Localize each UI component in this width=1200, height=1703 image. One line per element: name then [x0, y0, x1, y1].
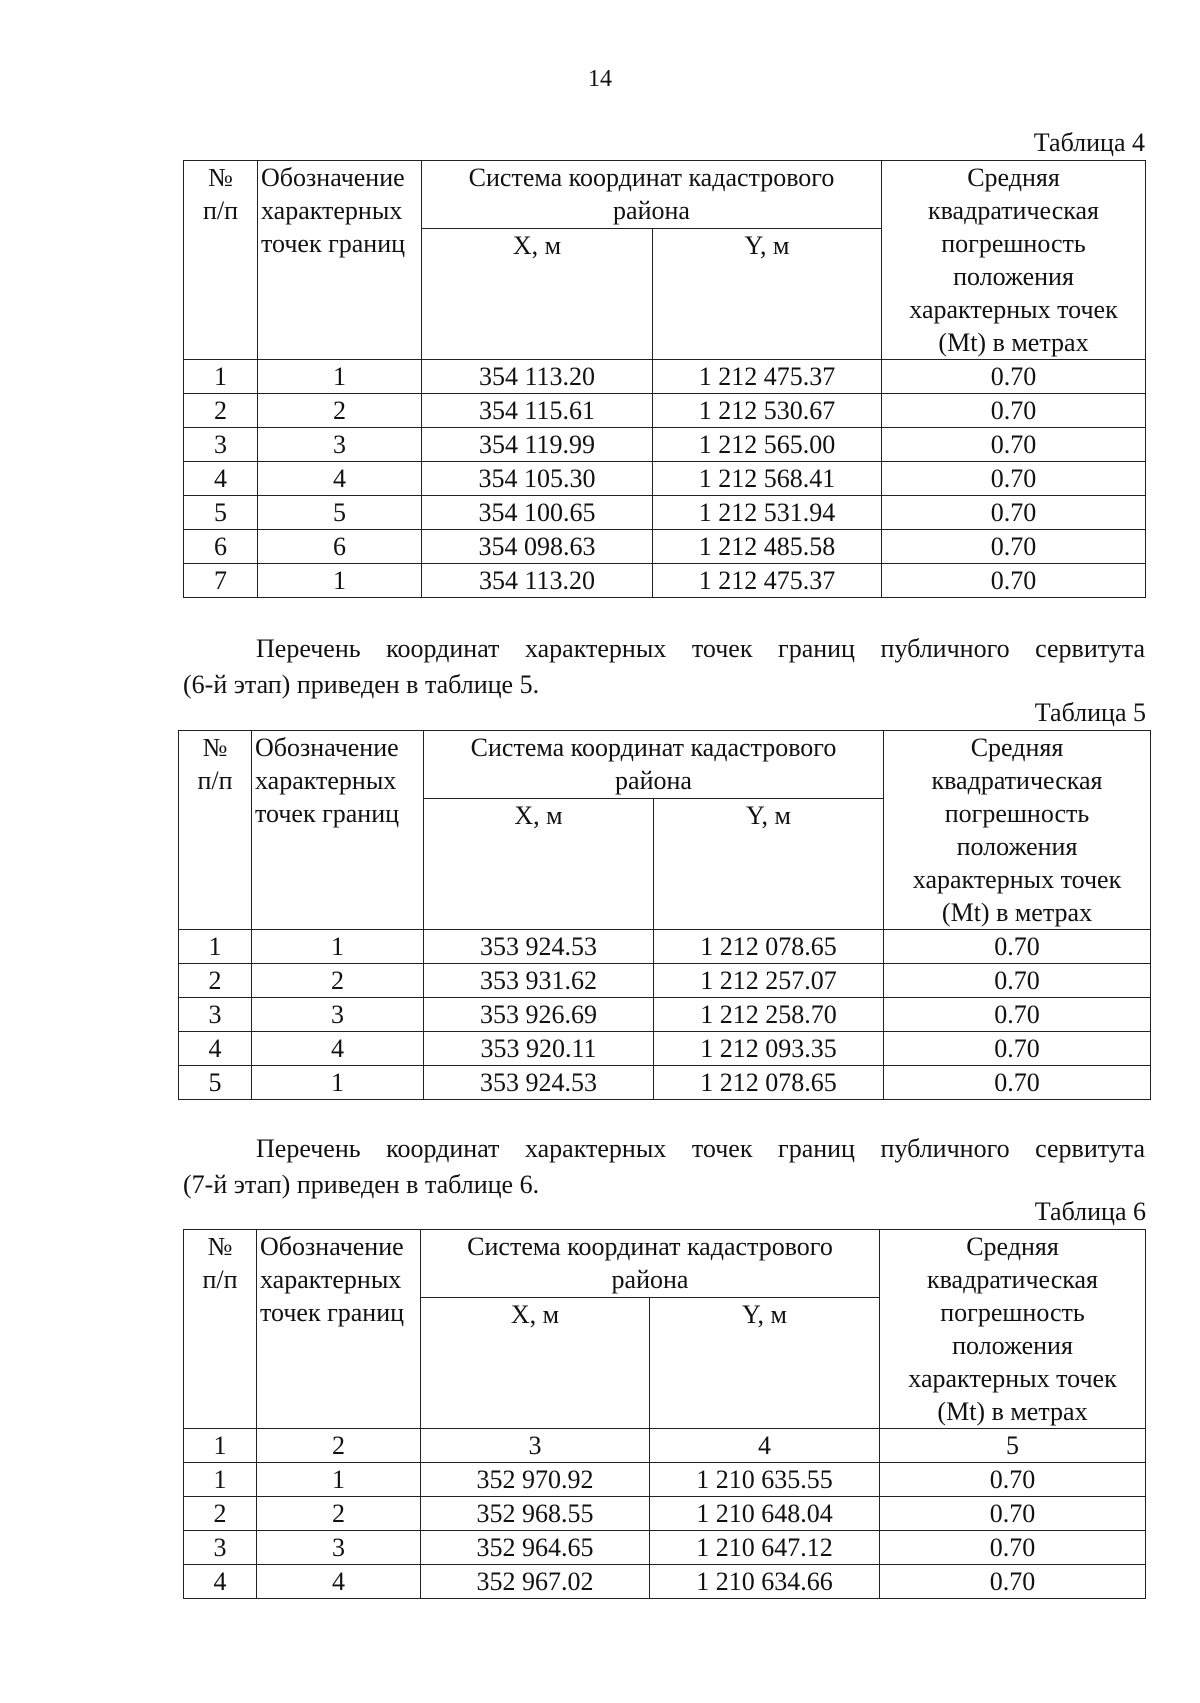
- coordinates-table-4: [183, 160, 1146, 598]
- cell-error: 0.70: [882, 564, 1146, 598]
- cell-x: 354 098.63: [422, 530, 653, 564]
- cell-num: 7: [184, 564, 258, 598]
- cell-x: 352 968.55: [421, 1497, 650, 1531]
- cell-designation: 4: [257, 1565, 421, 1599]
- table-row: [184, 462, 1146, 496]
- header-x: X, м: [421, 1298, 650, 1429]
- table-row: [179, 964, 1151, 998]
- cell-error: 0.70: [884, 964, 1151, 998]
- cell-num: 2: [184, 1497, 257, 1531]
- header-y: Y, м: [650, 1298, 880, 1429]
- cell-x: 354 113.20: [422, 564, 653, 598]
- cell-x: 353 924.53: [424, 1066, 654, 1100]
- coordinates-table-5: [178, 730, 1151, 1100]
- table-5-intro: Перечень координат характерных точек границ публичного сервитута (6-й этап) приведен в таблице 5.: [183, 634, 1145, 699]
- header-y: Y, м: [654, 799, 884, 930]
- cell-x: 353 920.11: [424, 1032, 654, 1066]
- cell-y: 1 212 531.94: [653, 496, 882, 530]
- cell-y: 1 212 258.70: [654, 998, 884, 1032]
- cell-error: 0.70: [880, 1463, 1146, 1497]
- cell-designation: 1: [257, 1463, 421, 1497]
- cell-num: 1: [184, 1429, 257, 1463]
- table-row: [179, 930, 1151, 964]
- cell-y: 1 212 530.67: [653, 394, 882, 428]
- cell-designation: 2: [257, 1429, 421, 1463]
- cell-designation: 1: [252, 1066, 424, 1100]
- header-error: Средняя квадратическая погрешность положения характерных точек (Mt) в метрах: [880, 1230, 1146, 1429]
- table-row: [184, 564, 1146, 598]
- cell-x: 352 964.65: [421, 1531, 650, 1565]
- cell-designation: 1: [258, 360, 422, 394]
- table-row: [179, 1032, 1151, 1066]
- table-5-caption: Таблица 5: [1034, 698, 1146, 727]
- cell-num: 4: [184, 1565, 257, 1599]
- cell-y: 1 212 475.37: [653, 360, 882, 394]
- column-number-row: [184, 1429, 1146, 1463]
- header-designation: Обозначение характерных точек границ: [257, 1230, 421, 1429]
- cell-designation: 6: [258, 530, 422, 564]
- cell-num: 5: [179, 1066, 252, 1100]
- page-number: 14: [588, 66, 612, 92]
- header-num: № п/п: [184, 161, 258, 360]
- cell-x: 354 100.65: [422, 496, 653, 530]
- cell-error: 0.70: [884, 1066, 1151, 1100]
- cell-error: 0.70: [880, 1565, 1146, 1599]
- cell-x: 353 931.62: [424, 964, 654, 998]
- cell-designation: 3: [252, 998, 424, 1032]
- table-6-intro: Перечень координат характерных точек границ публичного сервитута (7-й этап) приведен в таблице 6.: [183, 1134, 1145, 1199]
- table-row: [184, 496, 1146, 530]
- header-coordinate-system: Система координат кадастрового района: [421, 1230, 880, 1298]
- header-designation: Обозначение характерных точек границ: [252, 731, 424, 930]
- cell-x: 354 113.20: [422, 360, 653, 394]
- header-error: Средняя квадратическая погрешность положения характерных точек (Mt) в метрах: [882, 161, 1146, 360]
- header-num: № п/п: [179, 731, 252, 930]
- table-row: [184, 1497, 1146, 1531]
- cell-error: 0.70: [882, 496, 1146, 530]
- cell-x: 3: [421, 1429, 650, 1463]
- cell-designation: 1: [252, 930, 424, 964]
- cell-y: 1 210 634.66: [650, 1565, 880, 1599]
- cell-error: 0.70: [880, 1531, 1146, 1565]
- header-x: X, м: [422, 229, 653, 360]
- cell-error: 0.70: [882, 530, 1146, 564]
- cell-x: 353 926.69: [424, 998, 654, 1032]
- cell-y: 1 212 078.65: [654, 1066, 884, 1100]
- cell-error: 0.70: [882, 394, 1146, 428]
- cell-error: 0.70: [882, 462, 1146, 496]
- cell-num: 5: [184, 496, 258, 530]
- cell-num: 6: [184, 530, 258, 564]
- coordinates-table-6: [183, 1229, 1146, 1599]
- table-row: [184, 394, 1146, 428]
- cell-x: 352 967.02: [421, 1565, 650, 1599]
- header-coordinate-system: Система координат кадастрового района: [422, 161, 882, 229]
- cell-error: 0.70: [884, 1032, 1151, 1066]
- cell-designation: 3: [258, 428, 422, 462]
- cell-y: 1 210 648.04: [650, 1497, 880, 1531]
- table-row: [184, 1565, 1146, 1599]
- cell-x: 352 970.92: [421, 1463, 650, 1497]
- table-row: [184, 428, 1146, 462]
- cell-error: 0.70: [880, 1497, 1146, 1531]
- table-row: [184, 360, 1146, 394]
- header-error: Средняя квадратическая погрешность положения характерных точек (Mt) в метрах: [884, 731, 1151, 930]
- header-designation: Обозначение характерных точек границ: [258, 161, 422, 360]
- header-y: Y, м: [653, 229, 882, 360]
- cell-num: 4: [179, 1032, 252, 1066]
- cell-y: 1 212 093.35: [654, 1032, 884, 1066]
- header-x: X, м: [424, 799, 654, 930]
- cell-y: 1 212 257.07: [654, 964, 884, 998]
- cell-error: 5: [880, 1429, 1146, 1463]
- cell-num: 1: [184, 1463, 257, 1497]
- cell-designation: 1: [258, 564, 422, 598]
- cell-x: 353 924.53: [424, 930, 654, 964]
- cell-y: 1 212 565.00: [653, 428, 882, 462]
- cell-designation: 2: [252, 964, 424, 998]
- table-row: [184, 1463, 1146, 1497]
- cell-error: 0.70: [884, 998, 1151, 1032]
- cell-y: 1 212 485.58: [653, 530, 882, 564]
- cell-num: 3: [184, 1531, 257, 1565]
- table-4-caption: Таблица 4: [1033, 128, 1145, 157]
- cell-designation: 5: [258, 496, 422, 530]
- table-row: [179, 1066, 1151, 1100]
- cell-num: 1: [179, 930, 252, 964]
- cell-designation: 4: [258, 462, 422, 496]
- cell-num: 2: [184, 394, 258, 428]
- cell-num: 4: [184, 462, 258, 496]
- cell-designation: 4: [252, 1032, 424, 1066]
- cell-y: 1 210 635.55: [650, 1463, 880, 1497]
- cell-y: 1 212 568.41: [653, 462, 882, 496]
- cell-error: 0.70: [882, 360, 1146, 394]
- cell-num: 1: [184, 360, 258, 394]
- cell-designation: 2: [257, 1497, 421, 1531]
- header-coordinate-system: Система координат кадастрового района: [424, 731, 884, 799]
- cell-num: 3: [179, 998, 252, 1032]
- cell-designation: 2: [258, 394, 422, 428]
- cell-error: 0.70: [882, 428, 1146, 462]
- cell-y: 4: [650, 1429, 880, 1463]
- cell-error: 0.70: [884, 930, 1151, 964]
- table-6-caption: Таблица 6: [1034, 1197, 1146, 1226]
- cell-y: 1 212 475.37: [653, 564, 882, 598]
- cell-num: 2: [179, 964, 252, 998]
- header-num: № п/п: [184, 1230, 257, 1429]
- table-row: [179, 998, 1151, 1032]
- cell-y: 1 210 647.12: [650, 1531, 880, 1565]
- table-row: [184, 1531, 1146, 1565]
- cell-num: 3: [184, 428, 258, 462]
- cell-designation: 3: [257, 1531, 421, 1565]
- cell-x: 354 115.61: [422, 394, 653, 428]
- table-row: [184, 530, 1146, 564]
- cell-x: 354 105.30: [422, 462, 653, 496]
- cell-x: 354 119.99: [422, 428, 653, 462]
- cell-y: 1 212 078.65: [654, 930, 884, 964]
